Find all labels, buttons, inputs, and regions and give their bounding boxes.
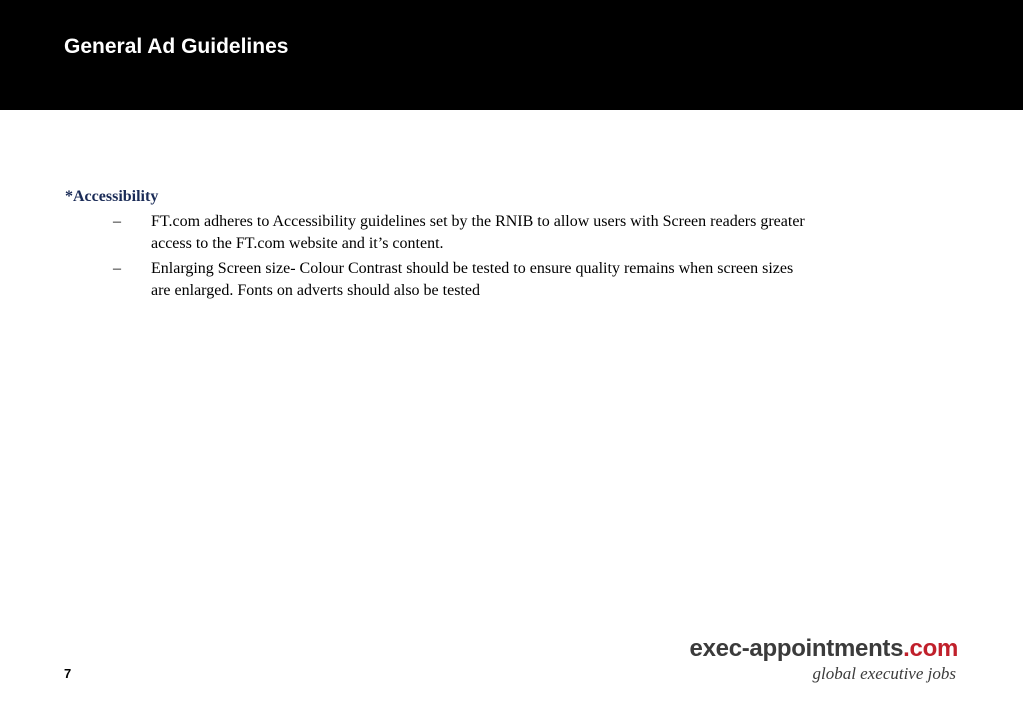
bullet-dash: –	[113, 213, 121, 230]
page-number: 7	[64, 666, 72, 681]
content-area	[65, 186, 905, 305]
bullet-text: FT.com adheres to Accessibility guidelines set by the RNIB to allow users with Screen readers greater access to the FT.com website and it’s content.	[151, 213, 805, 252]
exec-appointments-logo	[638, 634, 960, 686]
bullet-text: Enlarging Screen size- Colour Contrast should be tested to ensure quality remains when screen sizes are enlarged. Fonts on adverts should also be tested	[151, 260, 794, 299]
bullet-item	[65, 258, 811, 302]
logo-domain: .com	[903, 635, 958, 662]
logo-tagline: global executive jobs	[812, 664, 956, 683]
bullet-dash: –	[113, 260, 121, 277]
section-heading: *Accessibility	[65, 188, 159, 205]
bullet-list	[65, 211, 905, 302]
slide-title: General Ad Guidelines	[64, 35, 289, 58]
header-band	[0, 0, 1023, 110]
logo-name: exec-appointments	[689, 635, 904, 662]
bullet-item	[65, 211, 811, 255]
logo-wordmark	[690, 634, 958, 664]
